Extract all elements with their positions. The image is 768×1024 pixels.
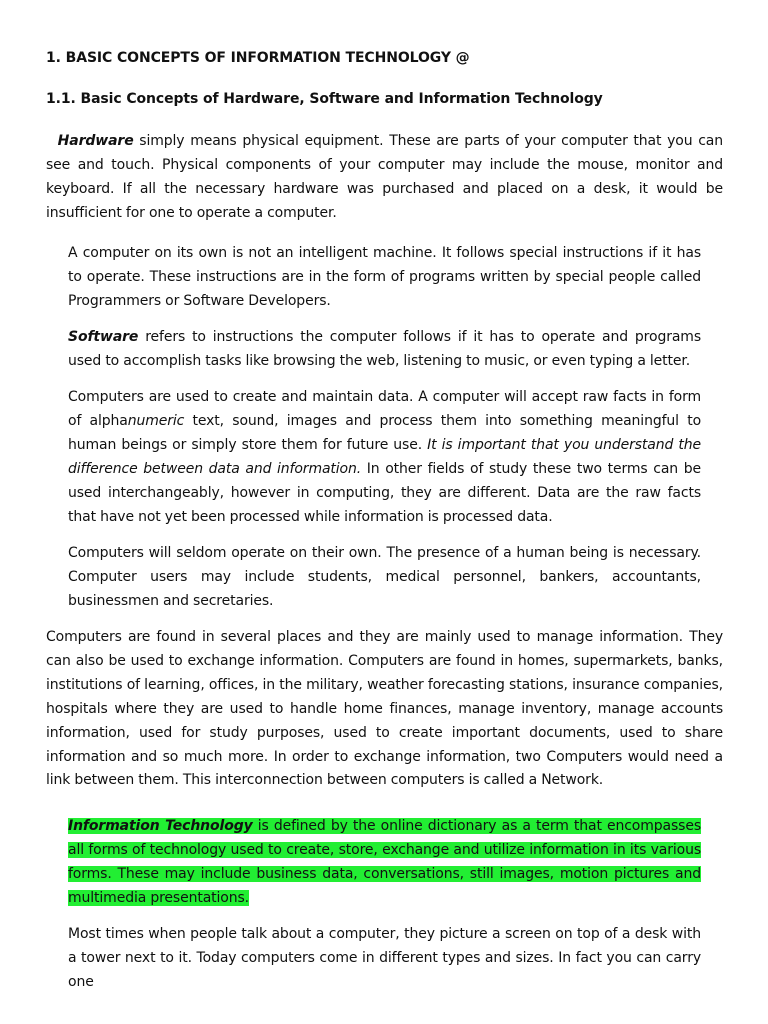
information-technology-text: is defined by the online dictionary as a term that encompasses all forms of technology used to create, store, exchange and utilize information in its various forms. These may include business data, conversations, still images, motion pictures and multimedia presentations. <box>68 818 702 906</box>
data-text-italic-word: numeric <box>127 412 185 429</box>
hardware-text: simply means physical equipment. These are parts of your computer that you can see and touch. Physical components of your computer may include the mouse, monitor and keyboard. If all the necessary hardware was purchased and placed on a desk, it would be insufficient for one to operate a computer. <box>46 133 723 221</box>
hardware-paragraph <box>46 130 723 226</box>
software-text: refers to instructions the computer follows if it has to operate and programs used to accomplish tasks like browsing the web, listening to music, or even typing a letter. <box>68 329 701 369</box>
section-heading: 1. BASIC CONCEPTS OF INFORMATION TECHNOLOGY @ <box>46 50 470 66</box>
computer-users-paragraph: Computers will seldom operate on their own. The presence of a human being is necessary. Computer users may include students, medical personnel, bankers, accountants, businessmen and secretaries. <box>68 545 701 609</box>
data-text-3: In other fields of study these two terms can be used interchangeably, however in computing, they are different. Data are the raw facts that have not yet been processed while information is processed data. <box>68 460 701 525</box>
software-paragraph <box>68 326 701 374</box>
intelligent-machine-paragraph: A computer on its own is not an intelligent machine. It follows special instructions if it has to operate. These instructions are in the form of programs written by special people called Programmers or Software Developers. <box>68 245 701 309</box>
information-technology-term: Information Technology <box>68 818 253 834</box>
subsection-heading: 1.1. Basic Concepts of Hardware, Software and Information Technology <box>46 91 603 107</box>
computer-screen-paragraph: Most times when people talk about a computer, they picture a screen on top of a desk with a tower next to it. Today computers come in different types and sizes. In fact you can carry one <box>68 926 701 990</box>
data-vs-information-sentence: It is important that you understand the difference between data and information. <box>68 436 701 477</box>
data-text-2: text, sound, images and process them into something meaningful to human beings or simply store them for future use. <box>68 412 702 453</box>
data-paragraph <box>68 386 701 529</box>
hardware-term: Hardware <box>57 133 134 149</box>
data-text-1: Computers are used to create and maintain data. A computer will accept raw facts in form of alpha <box>68 389 701 429</box>
computer-places-paragraph: Computers are found in several places and they are mainly used to manage information. They can also be used to exchange information. Computers are found in homes, supermarkets, banks, institutions of learning, offices, in the military, weather forecasting stations, insurance companies, hospitals where they are used to handle home finances, manage inventory, manage accounts information, used for study purposes, used to create important documents, used to share information and so much more. In order to exchange information, two Computers would need a link between them. This interconnection between computers is called a Network. <box>46 629 723 789</box>
hardware-lead-space <box>46 133 58 149</box>
software-term: Software <box>68 329 139 345</box>
highlighted-text <box>68 818 701 906</box>
information-technology-paragraph <box>68 815 701 911</box>
